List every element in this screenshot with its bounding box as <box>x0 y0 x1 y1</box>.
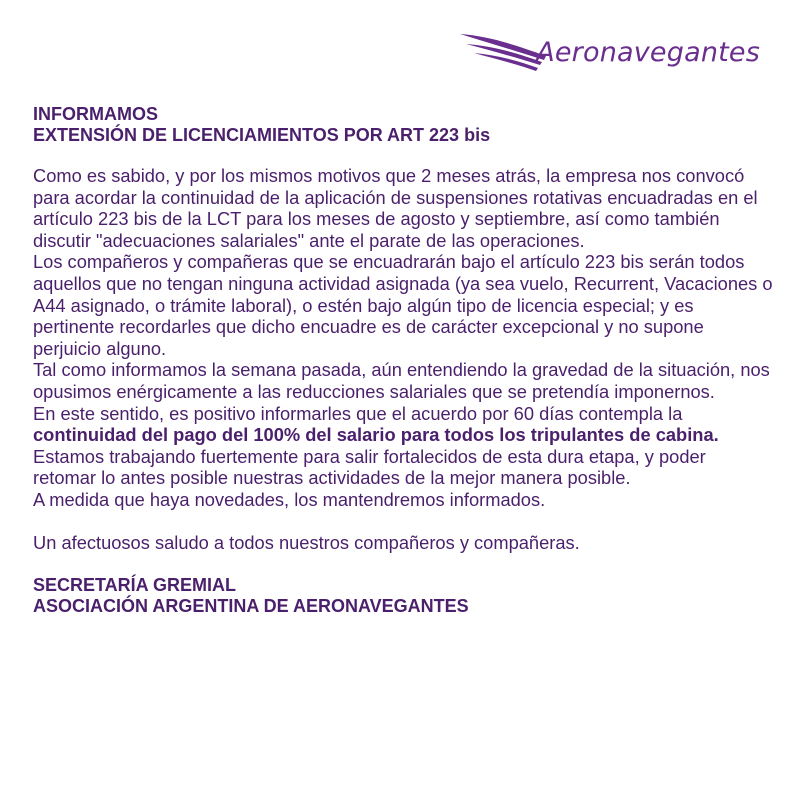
paragraph-3: Tal como informamos la semana pasada, aún entendiendo la gravedad de la situación, nos opusimos enérgicamente a las reducciones salariales que se pretendía imponernos. <box>33 359 770 402</box>
signature <box>33 575 773 617</box>
paragraph-1: Como es sabido, y por los mismos motivos que 2 meses atrás, la empresa nos convocó para acordar la continuidad de la aplicación de suspensiones rotativas encuadradas en el artículo 223 bis de la LCT para los meses de agosto y septiembre, así como también discutir "adecuaciones salariales" ante el parate de las operaciones. <box>33 165 758 251</box>
paragraph-4-intro: En este sentido, es positivo informarles que el acuerdo por 60 días contempla la <box>33 402 683 424</box>
brand-name: Aeronavegantes <box>536 36 760 68</box>
paragraph-2: Los compañeros y compañeras que se encuadrarán bajo el artículo 223 bis serán todos aquellos que no tengan ninguna actividad asignada (ya sea vuelo, Recurrent, Vacaciones o A44 asignado, o trámite laboral), o estén bajo algún tipo de licencia especial; y es pertinente recordarles que dicho encuadre es de carácter excepcional y no supone perjuicio alguno. <box>33 251 773 359</box>
paragraph-6: A medida que haya novedades, los mantendremos informados. <box>33 488 546 510</box>
paragraph-5: Estamos trabajando fuertemente para salir fortalecidos de esta dura etapa, y poder retomar lo antes posible nuestras actividades de la mejor manera posible. <box>33 445 706 489</box>
announcement <box>33 104 773 617</box>
paragraph-4-highlight: continuidad del pago del 100% del salario para todos los tripulantes de cabina. <box>33 424 719 446</box>
announcement-body <box>33 165 773 511</box>
closing-greeting: Un afectuosos saludo a todos nuestros compañeros y compañeras. <box>33 531 580 553</box>
page-title <box>33 104 773 146</box>
title-line-1: INFORMAMOS <box>33 104 158 124</box>
title-line-2: EXTENSIÓN DE LICENCIAMIENTOS POR ART 223 bis <box>33 125 491 145</box>
signature-line-1: SECRETARÍA GREMIAL <box>33 575 237 596</box>
wing-swoosh-icon <box>458 30 548 74</box>
paragraph-4 <box>33 403 773 446</box>
signature-line-2: ASOCIACIÓN ARGENTINA DE AERONAVEGANTES <box>33 596 469 617</box>
brand-logo <box>458 30 760 74</box>
